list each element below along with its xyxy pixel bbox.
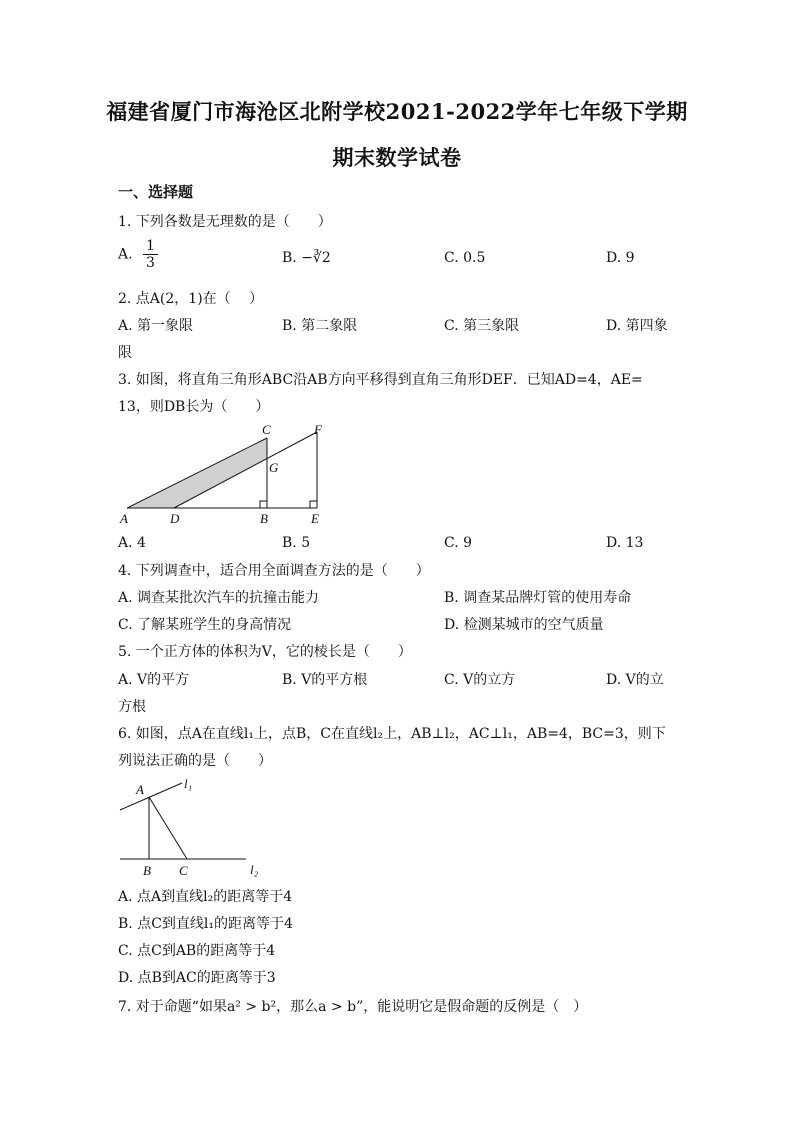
- q6-label-l1: l₁: [184, 776, 193, 791]
- q6-label-c: C: [179, 863, 188, 878]
- q5-option-b: B. V的平方根: [282, 672, 368, 688]
- q3-segment-df: [174, 432, 317, 508]
- q6-option-a: A. 点A到直线l₂的距离等于4: [118, 889, 293, 905]
- q4-stem: 4. 下列调查中，适合用全面调查方法的是（ ）: [118, 563, 430, 579]
- q3-label-a: A: [120, 511, 128, 526]
- q5-option-a: A. V的平方: [118, 672, 190, 688]
- q6-segment-ac: [149, 797, 187, 859]
- q1-stem: 1. 下列各数是无理数的是（ ）: [118, 214, 332, 230]
- q5-option-d-continued: 方根: [118, 699, 146, 715]
- q3-option-d: D. 13: [606, 535, 644, 551]
- q1-a-numerator: 1: [143, 238, 158, 255]
- q6-label-b: B: [143, 863, 151, 878]
- q5-stem: 5. 一个正方体的体积为V，它的棱长是（ ）: [118, 644, 412, 660]
- q3-option-a: A. 4: [118, 535, 146, 551]
- q1-option-a: [118, 238, 158, 271]
- q5-option-c: C. V的立方: [444, 672, 516, 688]
- q1-option-c: C. 0.5: [444, 250, 486, 266]
- q1-option-d: D. 9: [606, 250, 635, 266]
- q3-option-b: B. 5: [282, 535, 311, 551]
- q1-option-b: B. −∛2: [282, 250, 331, 266]
- q3-option-c: C. 9: [444, 535, 473, 551]
- q6-label-l2: l₂: [250, 862, 259, 877]
- q2-option-d: D. 第四象: [606, 318, 668, 334]
- page-title-line1: 福建省厦门市海沧区北附学校2021-2022学年七年级下学期: [106, 99, 688, 124]
- q6-label-a: A: [136, 782, 144, 797]
- section-heading: 一、选择题: [118, 183, 194, 201]
- q3-label-g: G: [269, 460, 279, 475]
- q6-option-c: C. 点C到AB的距离等于4: [118, 943, 276, 959]
- q2-stem: 2. 点A(2，1)在（ ）: [118, 291, 264, 307]
- q3-stem-line1: 3. 如图，将直角三角形ABC沿AB方向平移得到直角三角形DEF．已知AD=4，AE=: [118, 372, 643, 388]
- q3-stem-line2: 13，则DB长为（ ）: [118, 399, 270, 415]
- q6-stem-line2: 列说法正确的是（ ）: [118, 753, 272, 769]
- q1-a-label: A.: [118, 246, 133, 263]
- q2-option-b: B. 第二象限: [282, 318, 358, 334]
- q2-option-c: C. 第三象限: [444, 318, 520, 334]
- q3-right-angle-b: [260, 501, 267, 508]
- q5-option-d: D. V的立: [606, 672, 664, 688]
- q6-option-b: B. 点C到直线l₁的距离等于4: [118, 916, 293, 932]
- q3-right-angle-e: [310, 501, 317, 508]
- q4-option-b: B. 调查某品牌灯管的使用寿命: [444, 590, 632, 606]
- q4-option-a: A. 调查某批次汽车的抗撞击能力: [118, 590, 320, 606]
- q3-label-e: E: [311, 511, 319, 526]
- q3-label-c: C: [262, 422, 271, 437]
- q2-option-a: A. 第一象限: [118, 318, 194, 334]
- q3-figure: [110, 420, 340, 528]
- q6-figure: [112, 774, 272, 880]
- q3-label-b: B: [260, 511, 268, 526]
- q7-stem: 7. 对于命题“如果a² > b²，那么a > b”，能说明它是假命题的反例是（ ）: [118, 999, 588, 1015]
- q4-option-d: D. 检测某城市的空气质量: [444, 617, 604, 633]
- q6-option-d: D. 点B到AC的距离等于3: [118, 970, 276, 986]
- q6-line-l1: [120, 783, 182, 810]
- q3-segment-ac: [127, 438, 267, 508]
- q6-stem-line1: 6. 如图，点A在直线l₁上，点B，C在直线l₂上，AB⊥l₂，AC⊥l₁，AB=4，BC=3，则下: [118, 726, 666, 742]
- q1-a-fraction: [143, 238, 158, 271]
- q1-a-denominator: 3: [146, 255, 155, 271]
- page-title-line2: 期末数学试卷: [332, 145, 462, 170]
- q4-option-c: C. 了解某班学生的身高情况: [118, 617, 292, 633]
- q2-option-d-continued: 限: [118, 345, 132, 361]
- q3-label-d: D: [170, 511, 180, 526]
- q3-label-f: F: [314, 422, 322, 437]
